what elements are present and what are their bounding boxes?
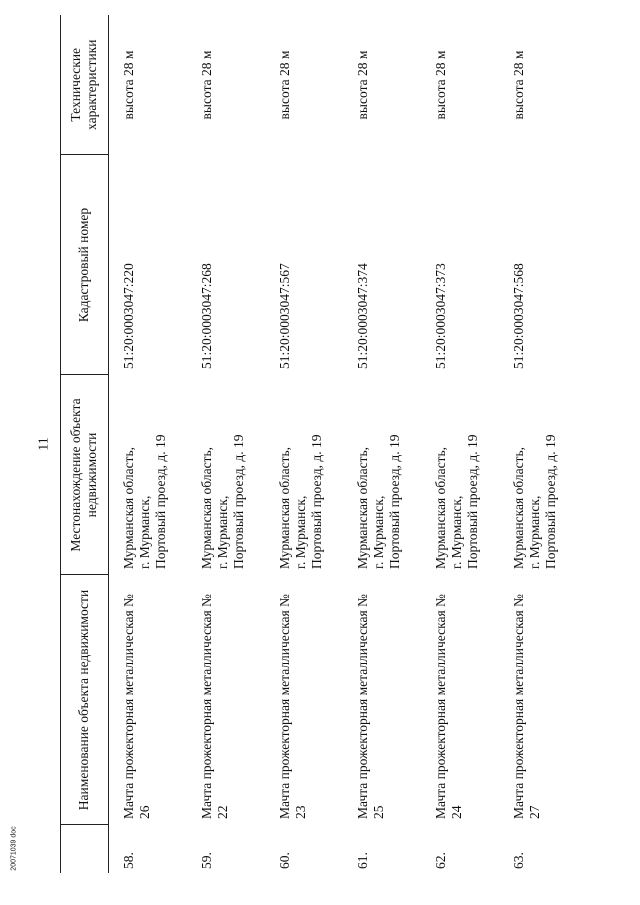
row-name: Мачта прожекторная металлическая № 27 — [511, 594, 542, 819]
header-num — [60, 825, 109, 873]
row-tech: высота 28 м — [121, 50, 136, 120]
row-location — [425, 375, 503, 575]
footer-doc-code: 20071039 doc — [10, 826, 18, 871]
row-name: Мачта прожекторная металлическая № 24 — [433, 594, 464, 819]
row-location — [109, 375, 192, 575]
row-tech: высота 28 м — [277, 50, 292, 120]
row-num: 60. — [277, 852, 292, 869]
table-row — [503, 15, 581, 873]
location-line: г. Мурманск, — [527, 495, 542, 569]
row-cadastral: 51:20:0003047:268 — [199, 263, 214, 369]
property-table-wrapper — [60, 15, 558, 873]
location-line: Портовый проезд, д. 19 — [387, 434, 402, 569]
location-line: г. Мурманск, — [137, 495, 152, 569]
location-line: г. Мурманск, — [215, 495, 230, 569]
row-tech: высота 28 м — [355, 50, 370, 120]
row-name: Мачта прожекторная металлическая № 23 — [277, 594, 308, 819]
row-num: 58. — [121, 852, 136, 869]
row-name: Мачта прожекторная металлическая № 25 — [355, 594, 386, 819]
row-cadastral: 51:20:0003047:373 — [433, 263, 448, 369]
table-row — [425, 15, 503, 873]
row-tech: высота 28 м — [433, 50, 448, 120]
header-name: Наименование объекта недвижимости — [60, 575, 109, 825]
header-cadastral: Кадастровый номер — [60, 155, 109, 375]
location-line: Портовый проезд, д. 19 — [231, 434, 246, 569]
location-line: Мурманская область, — [277, 447, 292, 569]
row-location — [503, 375, 581, 575]
row-tech: высота 28 м — [511, 50, 526, 120]
table-row — [269, 15, 347, 873]
location-line: г. Мурманск, — [449, 495, 464, 569]
row-cadastral: 51:20:0003047:567 — [277, 263, 292, 369]
location-line: Портовый проезд, д. 19 — [153, 434, 168, 569]
table-header-row — [60, 15, 109, 873]
row-location — [347, 375, 425, 575]
row-num: 62. — [433, 852, 448, 869]
location-line: Мурманская область, — [121, 447, 136, 569]
location-line: Мурманская область, — [199, 447, 214, 569]
row-cadastral: 51:20:0003047:568 — [511, 263, 526, 369]
header-location: Местонахождение объекта недвижимости — [60, 375, 109, 575]
location-line: Портовый проезд, д. 19 — [309, 434, 324, 569]
row-name: Мачта прожекторная металлическая № 26 — [121, 594, 152, 819]
row-location — [269, 375, 347, 575]
row-cadastral: 51:20:0003047:374 — [355, 263, 370, 369]
location-line: Мурманская область, — [355, 447, 370, 569]
row-tech: высота 28 м — [199, 50, 214, 120]
page-number: 11 — [36, 437, 52, 451]
header-tech: Технические характеристики — [60, 15, 109, 155]
location-line: Мурманская область, — [433, 447, 448, 569]
location-line: Портовый проезд, д. 19 — [465, 434, 480, 569]
property-table — [60, 15, 581, 873]
row-cadastral: 51:20:0003047:220 — [121, 263, 136, 369]
table-row — [191, 15, 269, 873]
row-num: 63. — [511, 852, 526, 869]
row-location — [191, 375, 269, 575]
location-line: г. Мурманск, — [371, 495, 386, 569]
row-num: 59. — [199, 852, 214, 869]
location-line: г. Мурманск, — [293, 495, 308, 569]
location-line: Портовый проезд, д. 19 — [543, 434, 558, 569]
location-line: Мурманская область, — [511, 447, 526, 569]
row-name: Мачта прожекторная металлическая № 22 — [199, 594, 230, 819]
table-row — [109, 15, 192, 873]
row-num: 61. — [355, 852, 370, 869]
table-row — [347, 15, 425, 873]
